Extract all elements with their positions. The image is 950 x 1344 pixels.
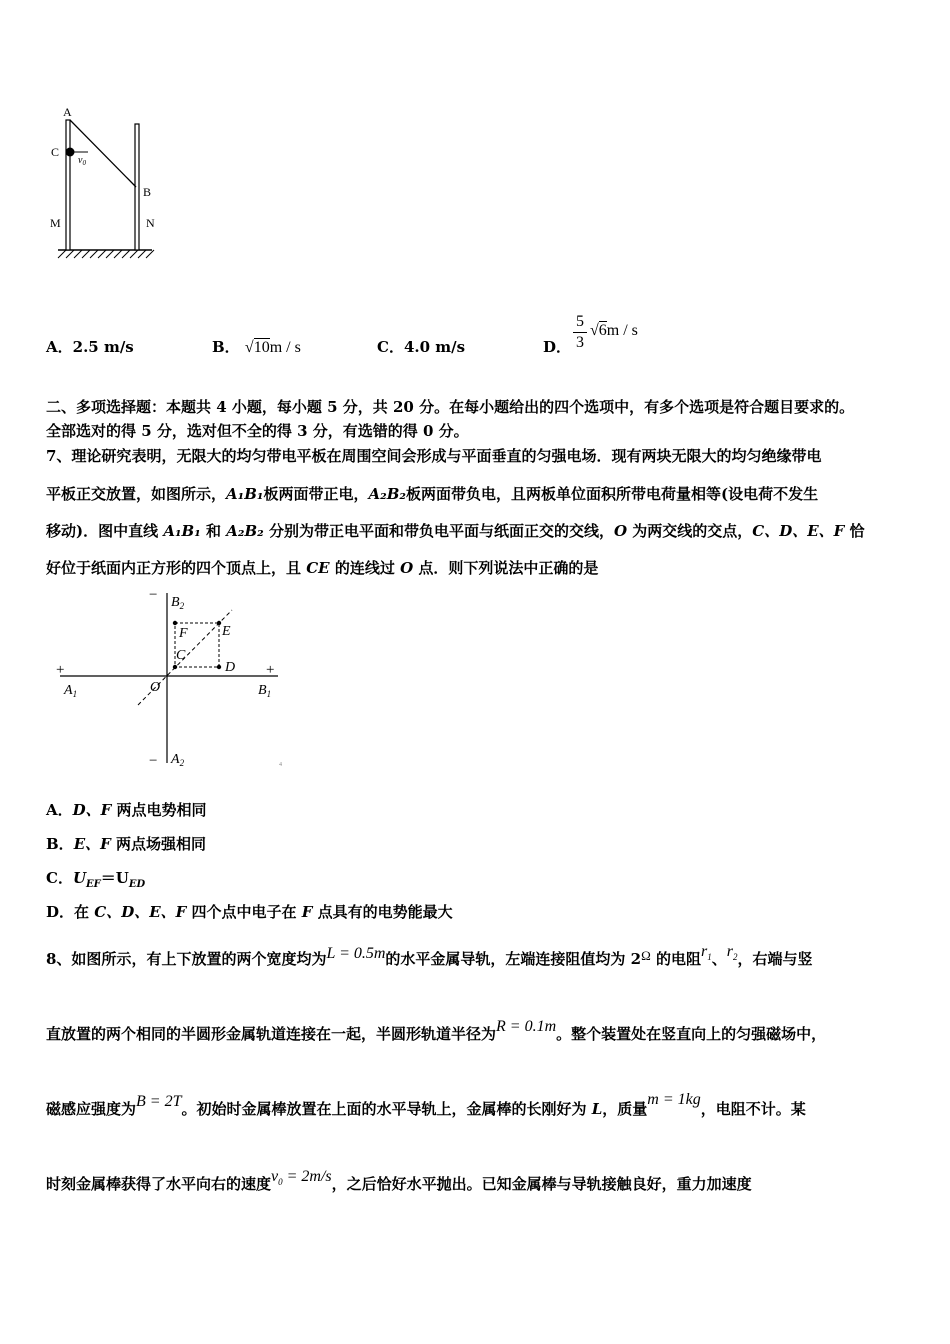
text: 直放置的两个相同的半圆形金属轨道连接在一起，半圆形轨道半径为	[46, 1025, 497, 1043]
label-o: O	[150, 680, 161, 695]
radicand: 10	[253, 339, 270, 356]
option-vars: E、F	[73, 835, 111, 853]
radicand: 6	[598, 322, 607, 339]
q7-option-a	[46, 799, 207, 820]
label-e: E	[222, 624, 231, 639]
math-v0: $v_0 = 2m/s$	[271, 1168, 332, 1188]
symbol-u: U	[72, 869, 87, 887]
text: 移动)．图中直线	[46, 522, 164, 540]
q7-option-b	[46, 833, 206, 854]
label-c: C	[176, 648, 186, 663]
option-letter: B．	[46, 835, 74, 853]
text: ，质量	[602, 1100, 648, 1118]
option-value: 4.0 m/s	[403, 338, 466, 356]
option-letter: C．	[377, 338, 404, 356]
tiny-mark: 4	[279, 762, 282, 768]
text: 。整个装置处在竖直向上的匀强磁场中，	[556, 1025, 827, 1043]
q7-line1: 7、理论研究表明，无限大的均匀带电平板在周围空间会形成与平面垂直的匀强电场．现有两块无限大的均匀绝缘带电	[46, 447, 822, 465]
subscript-ed: ED	[128, 879, 146, 890]
symbol-l: L	[591, 1100, 603, 1118]
q8-line1	[46, 943, 813, 970]
q8-line2	[46, 1018, 827, 1044]
line-a-to-b	[70, 120, 136, 187]
sqrt-sign: √	[590, 322, 599, 339]
point-c	[173, 665, 177, 669]
text: 点．则下列说法中正确的是	[413, 559, 599, 577]
q6-option-c	[377, 336, 465, 357]
option-text: 两点场强相同	[110, 835, 207, 853]
label-c: C	[51, 145, 60, 159]
label-m: M	[50, 216, 61, 230]
text: 为两交线的交点，	[627, 522, 753, 540]
q6-option-b	[212, 336, 301, 357]
option-letter: B．	[212, 338, 240, 356]
q6-option-d-fraction	[573, 312, 587, 353]
ohm-symbol: Ω	[641, 948, 651, 963]
option-text: 在	[74, 903, 95, 921]
label-a1: $A_1$	[64, 683, 78, 699]
symbol-a2b2: A₂B₂	[226, 522, 264, 540]
sign-plus-right: +	[266, 662, 275, 678]
symbol-cdef: C、D、E、F	[752, 522, 845, 540]
symbol-a1b1: A₁B₁	[163, 522, 201, 540]
text: 板两面带正电，	[263, 485, 369, 503]
sign-plus-left: +	[56, 662, 65, 678]
text: 好位于纸面内正方形的四个顶点上，且	[46, 559, 307, 577]
q8-line4	[46, 1168, 752, 1195]
symbol-o: O	[400, 559, 414, 577]
symbol-f: F	[301, 903, 313, 921]
sign-minus-bottom: −	[149, 753, 158, 769]
text: 恰	[844, 522, 865, 540]
math-r2: $r_2$	[726, 943, 738, 963]
symbol-a2b2: A₂B₂	[368, 485, 406, 503]
fraction-denominator: 3	[573, 332, 587, 353]
math-l: L = 0.5m	[326, 945, 386, 962]
option-vars: C、D、E、F	[94, 903, 187, 921]
label-b2: $B_2$	[171, 595, 185, 611]
figure-poles-diagram	[40, 100, 170, 270]
unit: m / s	[269, 339, 301, 356]
q6-option-d-sqrt	[590, 322, 638, 340]
text: 磁感应强度为	[46, 1100, 137, 1118]
q8-line3	[46, 1091, 806, 1119]
ground-hatching	[58, 250, 154, 258]
text: ，电阻不计。某	[700, 1100, 806, 1118]
figure-charged-plates	[50, 585, 300, 770]
fraction-numerator: 5	[576, 313, 584, 330]
subscript-ef: EF	[86, 879, 101, 890]
text: 的水平金属导轨，左端连接阻值均为 2	[385, 950, 642, 968]
label-a: A	[63, 105, 72, 119]
text: 8、如图所示，有上下放置的两个宽度均为	[46, 950, 327, 968]
option-letter: A．	[46, 801, 73, 819]
text: 的电阻	[650, 950, 701, 968]
text: 分别为带正电平面和带负电平面与纸面正交的交线，	[263, 522, 614, 540]
ball-c	[66, 148, 75, 157]
point-d	[217, 665, 221, 669]
option-text: 四个点中电子在	[186, 903, 302, 921]
q7-option-d	[46, 901, 453, 922]
point-e	[217, 621, 221, 625]
option-letter: D．	[46, 903, 75, 921]
math-b: B = 2T	[136, 1093, 182, 1110]
option-text: 点具有的电势能最大	[312, 903, 453, 921]
text: ，右端与竖	[737, 950, 813, 968]
pole-m	[66, 120, 70, 250]
label-v0: $v_0$	[78, 155, 86, 167]
text: 板两面带负电，且两板单位面积所带电荷量相等(设电荷不发生	[405, 485, 819, 503]
label-f: F	[179, 626, 188, 641]
point-f	[173, 621, 177, 625]
math-r: R = 0.1m	[496, 1018, 557, 1035]
option-value: 2.5 m/s	[72, 338, 134, 356]
q6-option-a	[46, 336, 134, 357]
label-n: N	[146, 216, 155, 230]
symbol-o: O	[613, 522, 628, 540]
q7-line2	[46, 483, 818, 504]
text: ，之后恰好水平抛出。已知金属棒与导轨接触良好，重力加速度	[331, 1175, 752, 1193]
option-letter: A．	[46, 338, 73, 356]
q7-line3	[46, 520, 865, 541]
text: 的连线过	[329, 559, 401, 577]
text: 和	[200, 522, 227, 540]
symbol-ce: CE	[306, 559, 330, 577]
sign-minus-top: −	[149, 587, 158, 603]
label-a2: $A_2$	[171, 752, 185, 768]
q7-option-c	[46, 867, 145, 890]
sqrt-expression	[245, 339, 301, 356]
option-letter: C．	[46, 869, 73, 887]
option-vars: D、F	[72, 801, 112, 819]
unit: m / s	[606, 322, 638, 339]
math-r1: $r_1$	[701, 943, 712, 963]
symbol-a1b1: A₁B₁	[226, 485, 264, 503]
text: 平板正交放置，如图所示，	[46, 485, 227, 503]
math-m: m = 1kg	[647, 1091, 701, 1108]
sqrt-sign: √	[244, 339, 254, 356]
section2-line2: 全部选对的得 5 分，选对但不全的得 3 分，有选错的得 0 分。	[46, 422, 469, 440]
q6-option-d-letter: D．	[543, 338, 572, 356]
label-d: D	[225, 660, 236, 675]
text: 。初始时金属棒放置在上面的水平导轨上，金属棒的长刚好为	[181, 1100, 592, 1118]
q7-line4	[46, 557, 598, 578]
label-b: B	[143, 185, 152, 199]
option-text: 两点电势相同	[111, 801, 207, 819]
section2-line1: 二、多项选择题：本题共 4 小题，每小题 5 分，共 20 分。在每小题给出的四个选项中，有多个选项是符合题目要求的。	[46, 398, 855, 416]
text: 、	[711, 950, 727, 968]
label-b1: $B_1$	[258, 683, 272, 699]
text: 时刻金属棒获得了水平向右的速度	[46, 1175, 272, 1193]
equals-u: ＝U	[100, 869, 129, 887]
